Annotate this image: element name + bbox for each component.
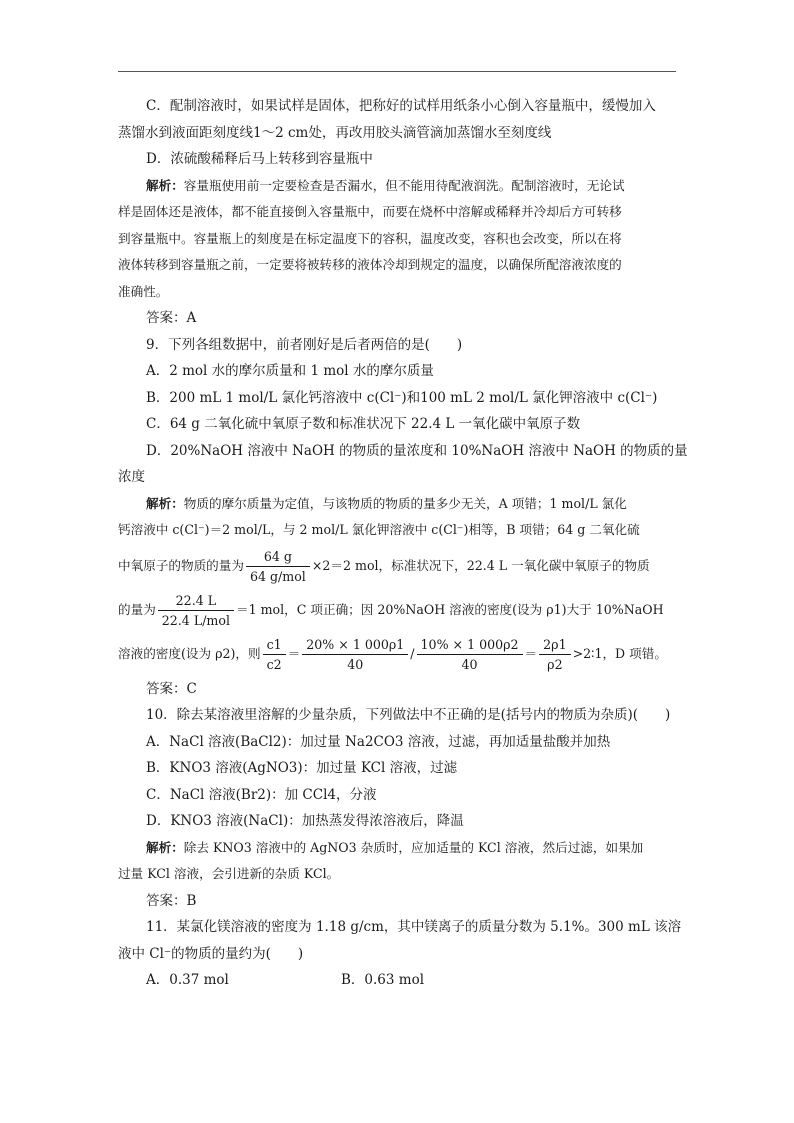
fraction: $\frac{64 g}{\text{64 g/mol}}$: [246, 547, 310, 586]
q9-analysis-line4: 的量为 $\frac{22.4 L}{\text{22.4 L/mol}}$ ＝1 mol，C 项正确；因 20%NaOH 溶液的密度(设为 ρ1)大于 10%NaOH: [118, 592, 664, 628]
fraction: $\frac{22.4 L}{\text{22.4 L/mol}}$: [158, 591, 234, 630]
q9-answer: 答案：C: [146, 680, 197, 697]
analysis-label: 解析：: [146, 495, 184, 511]
q8-analysis-line3: 到容量瓶中。容量瓶上的刻度是在标定温度下的容积，温度改变，容积也会改变，所以在将: [118, 230, 622, 246]
q8-analysis-line5: 准确性。: [118, 283, 169, 299]
fraction: $\frac{20\% \times 1 000\rho 1}{40}$: [302, 635, 408, 674]
analysis-label: 解析：: [146, 177, 184, 193]
q8-option-c-line2: 蒸馏水到液面距刻度线1～2 cm处，再改用胶头滴管滴加蒸馏水至刻度线: [118, 124, 552, 141]
q11-stem-line1: 11．某氯化镁溶液的密度为 1.18 g/cm，其中镁离子的质量分数为 5.1%。300 mL 该溶: [146, 919, 682, 935]
q9-option-d-line1: D．20%NaOH 溶液中 NaOH 的物质的量浓度和 10%NaOH 溶液中 NaOH 的物质的量: [146, 442, 688, 459]
header-rule: [118, 71, 676, 72]
q10-option-b: B．KNO3 溶液(AgNO3)：加过量 KCl 溶液，过滤: [146, 760, 458, 776]
document-body: [118, 93, 688, 994]
q9-option-a: A．2 mol 水的摩尔质量和 1 mol 水的摩尔质量: [146, 363, 434, 379]
q9-analysis-line2: 钙溶液中 c(Cl⁻)＝2 mol/L，与 2 mol/L 氯化钾溶液中 c(Cl⁻)相等，B 项错；64 g 二氧化硫: [118, 522, 640, 537]
fraction: $\frac{2\rho 1}{\rho 2}$: [539, 635, 570, 674]
q11-options-row: [118, 967, 676, 994]
q10-stem: 10．除去某溶液里溶解的少量杂质，下列做法中不正确的是(括号内的物质为杂质)( ): [146, 707, 671, 723]
q8-analysis-line2: 样是固体还是液体，都不能直接倒入容量瓶中，而要在烧杯中溶解或稀释并冷却后方可转移: [118, 204, 622, 219]
q9-option-b: B．200 mL 1 mol/L 氯化钙溶液中 c(Cl⁻)和100 mL 2 mol/L 氯化钾溶液中 c(Cl⁻): [146, 389, 658, 406]
q11-option-b: B．0.63 mol: [341, 972, 425, 988]
q9-option-c: C．64 g 二氧化硫中氧原子数和标准状况下 22.4 L 一氧化碳中氧原子数: [146, 416, 581, 432]
q10-answer: 答案：B: [146, 892, 197, 909]
q9-analysis-line3: 中氧原子的物质的量为 $\frac{64 g}{\text{64 g/mol}}$ ×2＝2 mol，标准状况下，22.4 L 一氧化碳中氧原子的物质: [118, 548, 650, 584]
q10-analysis-line1: 解析：除去 KNO3 溶液中的 AgNO3 杂质时，应加适量的 KCl 溶液，然后过滤，如果加: [146, 839, 644, 855]
fraction: $\frac{10\% \times 1 000\rho 2}{40}$: [417, 635, 523, 674]
q8-option-c-line1: C．配制溶液时，如果试样是固体，把称好的试样用纸条小心倒入容量瓶中，缓慢加入: [146, 98, 656, 114]
analysis-label: 解析：: [146, 839, 184, 855]
q9-analysis-line1: 解析：物质的摩尔质量为定值，与该物质的物质的量多少无关，A 项错；1 mol/L 氯化: [146, 495, 627, 511]
q11-option-a: A．0.37 mol: [146, 972, 229, 988]
q10-option-d: D．KNO3 溶液(NaCl)：加热蒸发得浓溶液后，降温: [146, 813, 464, 829]
q9-stem: 9．下列各组数据中，前者刚好是后者两倍的是( ): [146, 336, 463, 353]
q8-analysis-line4: 液体转移到容量瓶之前，一定要将被转移的液体冷却到规定的温度，以确保所配溶液浓度的: [118, 257, 622, 272]
q8-answer: 答案：A: [146, 310, 197, 326]
q8-option-d: D．浓硫酸稀释后马上转移到容量瓶中: [146, 151, 373, 167]
q8-analysis-line1: 解析：容量瓶使用前一定要检查是否漏水，但不能用待配液润洗。配制溶液时，无论试: [146, 177, 625, 193]
fraction: $\frac{c1}{c2}$: [263, 635, 286, 674]
q10-option-c: C．NaCl 溶液(Br2)：加 CCl4，分液: [146, 786, 377, 803]
q11-stem-line2: 液中 Cl⁻的物质的量约为( ): [118, 945, 304, 962]
q9-analysis-line5: 溶液的密度(设为 ρ2)，则 $\frac{c1}{c2}$ ＝ $\frac{20\% \times 1 000\rho 1}{40}$ / $\frac{10\% \times 1 000\rho 2}{40}$ ＝ $\frac{2\rho 1}{\rho 2}$ >2∶1，D 项错。: [118, 636, 667, 672]
q10-option-a: A．NaCl 溶液(BaCl2)：加过量 Na2CO3 溶液，过滤，再加适量盐酸并加热: [146, 733, 611, 750]
q10-analysis-line2: 过量 KCl 溶液，会引进新的杂质 KCl。: [118, 866, 340, 881]
q9-option-d-line2: 浓度: [118, 469, 145, 485]
